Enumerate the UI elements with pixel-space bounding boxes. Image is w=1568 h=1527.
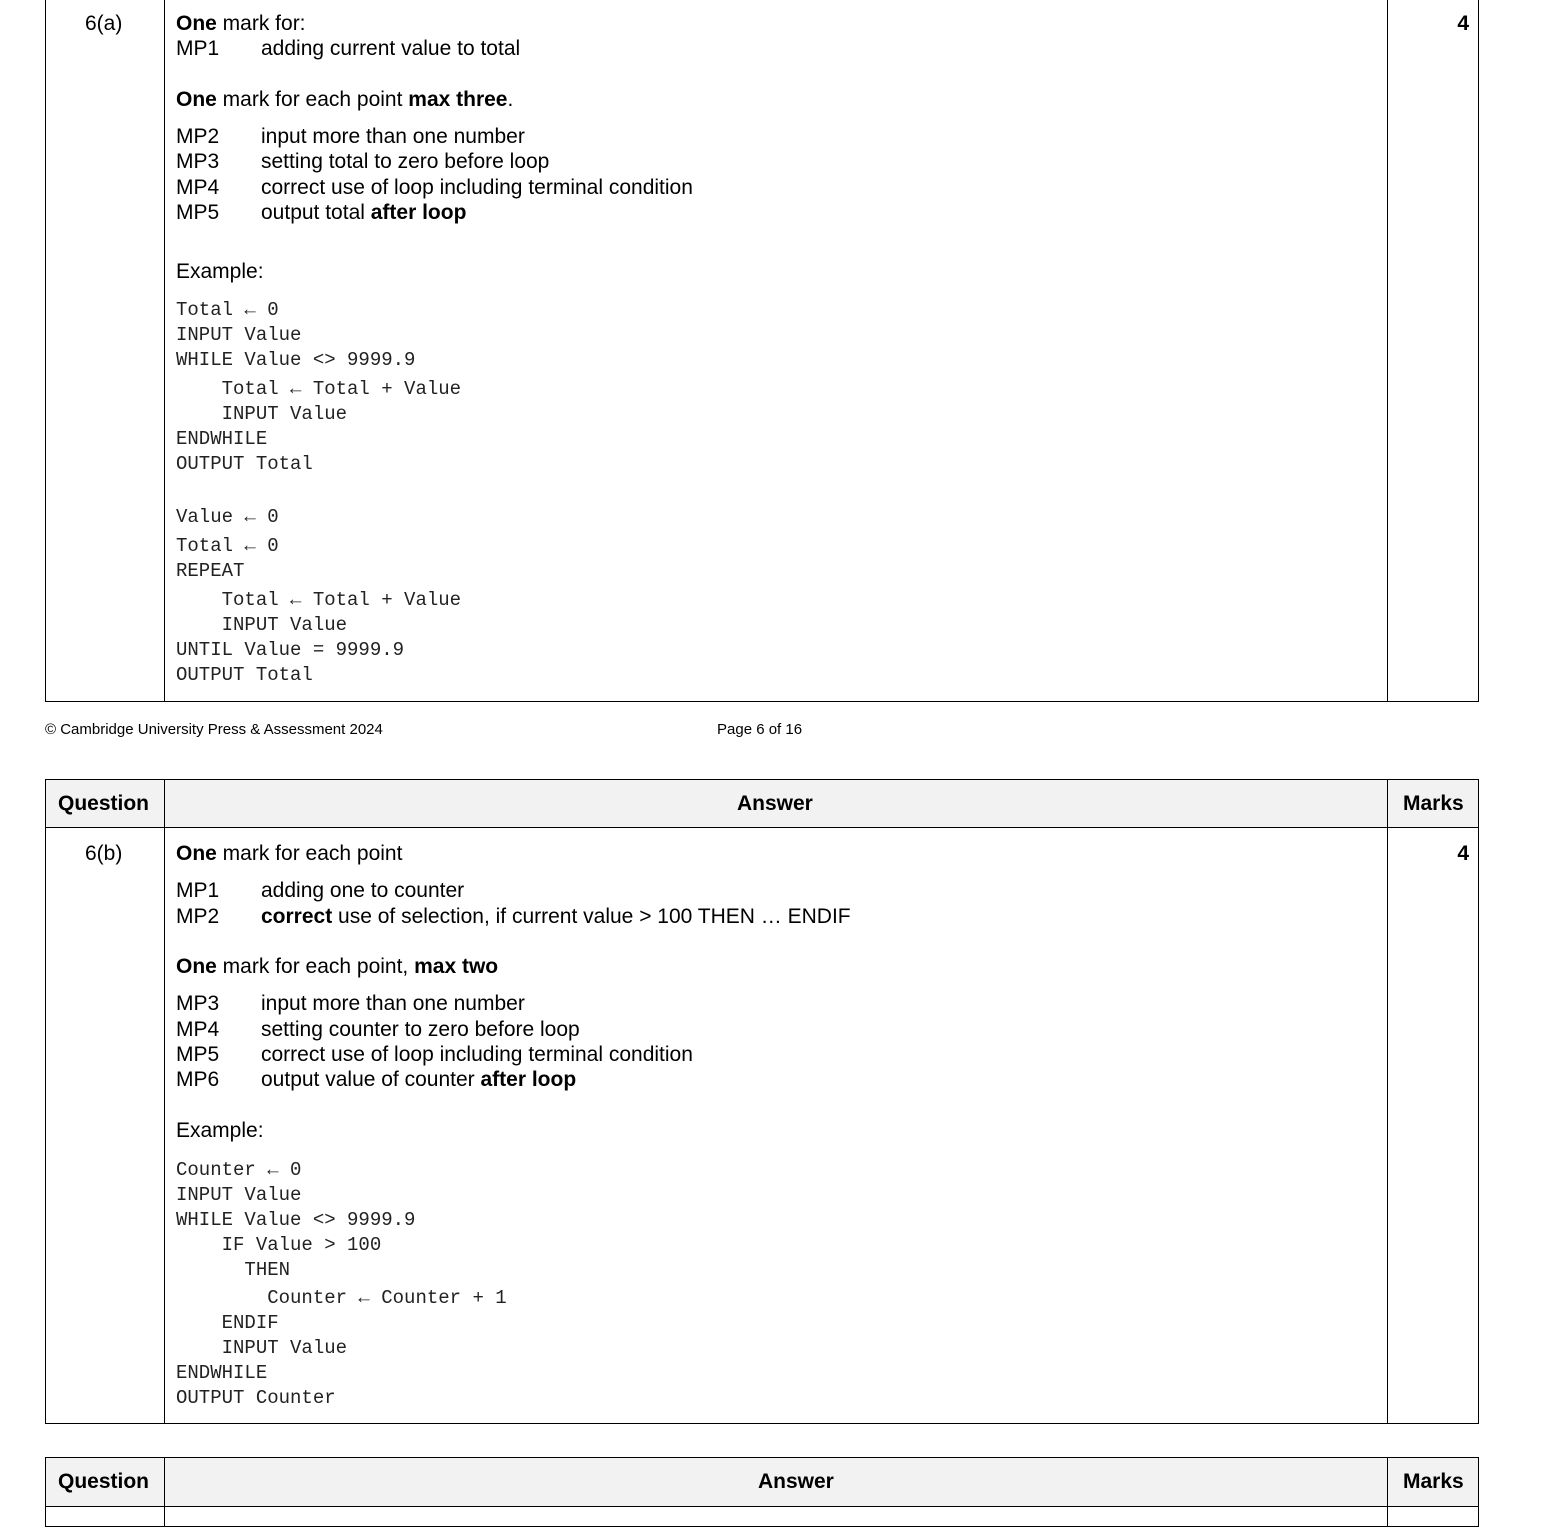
header-marks: Marks [1403, 792, 1464, 815]
code-line: ENDWHILE [176, 428, 268, 450]
code-line: Total ← Total + Value [176, 378, 462, 400]
code-line: INPUT Value [176, 1337, 348, 1359]
code-line: Total ← 0 [176, 299, 279, 321]
mark-point-label: MP3 [176, 150, 220, 173]
marks-value: 4 [1457, 842, 1469, 865]
mark-point-text: input more than one number [261, 992, 525, 1015]
mark-point-label: MP4 [176, 176, 220, 199]
mark-point-label: MP2 [176, 125, 220, 148]
mark-point-label: MP4 [176, 1018, 220, 1041]
answer-table-6b [45, 779, 1479, 1424]
code-line: Counter ← Counter + 1 [176, 1287, 507, 1309]
code-line: INPUT Value [176, 1184, 302, 1206]
answer-text: One mark for each point, max two [176, 955, 499, 978]
mark-point-text: setting total to zero before loop [261, 150, 550, 173]
header-question: Question [58, 792, 150, 815]
mark-point-text: output total after loop [261, 201, 467, 224]
code-line: WHILE Value <> 9999.9 [176, 349, 416, 371]
mark-point-label: MP5 [176, 201, 220, 224]
table-header [46, 1458, 1478, 1507]
code-line: ENDIF [176, 1312, 279, 1334]
question-number: 6(a) [85, 12, 123, 35]
code-line: INPUT Value [176, 324, 302, 346]
code-line: WHILE Value <> 9999.9 [176, 1209, 416, 1231]
mark-point-text: adding one to counter [261, 879, 465, 902]
question-column [46, 1458, 165, 1526]
marks-column [1387, 0, 1478, 701]
header-question: Question [58, 1470, 150, 1493]
answer-text: One mark for each point [176, 842, 403, 865]
mark-point-text: output value of counter after loop [261, 1068, 577, 1091]
mark-point-text: input more than one number [261, 125, 525, 148]
mark-point-text: setting counter to zero before loop [261, 1018, 580, 1041]
body-offset [46, 829, 1478, 1423]
page-number: Page 6 of 16 [717, 721, 803, 738]
mark-point-text: correct use of loop including terminal condition [261, 1043, 693, 1066]
marks-value: 4 [1457, 12, 1469, 35]
header-answer: Answer [737, 792, 813, 815]
answer-text: Example: [176, 260, 264, 283]
code-line: Total ← 0 [176, 535, 279, 557]
mark-point-text: adding current value to total [261, 37, 521, 60]
code-line: ENDWHILE [176, 1362, 268, 1384]
code-line: Value ← 0 [176, 506, 279, 528]
mark-point-label: MP2 [176, 905, 220, 928]
mark-point-label: MP1 [176, 879, 220, 902]
code-line: OUTPUT Counter [176, 1387, 336, 1409]
answer-text: Example: [176, 1119, 264, 1142]
code-line: Counter ← 0 [176, 1159, 302, 1181]
table-header [46, 780, 1478, 828]
answer-text: One mark for: [176, 12, 306, 35]
answer-text: One mark for each point max three. [176, 88, 514, 111]
header-answer: Answer [758, 1470, 834, 1493]
header-marks: Marks [1403, 1470, 1464, 1493]
code-line: OUTPUT Total [176, 453, 313, 475]
answer-table-6a [45, 0, 1479, 702]
code-line: OUTPUT Total [176, 664, 313, 686]
mark-point-text: correct use of loop including terminal condition [261, 176, 693, 199]
marks-column [1387, 1458, 1478, 1526]
code-line: INPUT Value [176, 403, 348, 425]
code-line: INPUT Value [176, 614, 348, 636]
mark-point-label: MP3 [176, 992, 220, 1015]
code-line: REPEAT [176, 560, 245, 582]
code-line: Total ← Total + Value [176, 589, 462, 611]
code-line: THEN [176, 1259, 291, 1281]
mark-point-label: MP1 [176, 37, 220, 60]
code-line: IF Value > 100 [176, 1234, 382, 1256]
copyright-footer: © Cambridge University Press & Assessment 2024 [45, 721, 383, 738]
question-number: 6(b) [85, 842, 123, 865]
code-line: UNTIL Value = 9999.9 [176, 639, 405, 661]
mark-point-label: MP5 [176, 1043, 220, 1066]
mark-point-text: correct use of selection, if current value > 100 THEN … ENDIF [261, 905, 851, 928]
question-column [46, 0, 165, 701]
answer-table-next [45, 1457, 1479, 1527]
mark-point-label: MP6 [176, 1068, 220, 1091]
